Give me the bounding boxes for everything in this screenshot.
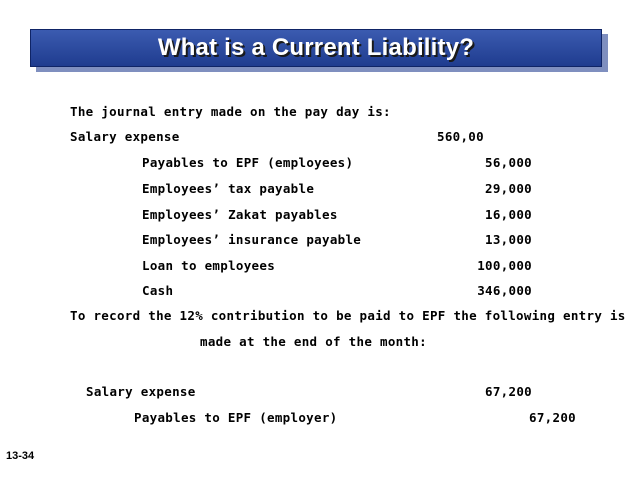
entry-amount: 16,000 <box>485 207 532 222</box>
title-bar <box>30 29 602 67</box>
entry-account: Loan to employees <box>142 258 276 273</box>
entry-account: Employees’ Zakat payables <box>142 207 338 222</box>
entry-account: Payables to EPF (employees) <box>142 155 354 170</box>
entry-account: Cash <box>142 283 174 298</box>
entry-amount: 13,000 <box>485 232 532 247</box>
entry-account: Employees’ tax payable <box>142 181 315 196</box>
note-line-1: To record the 12% contribution to be paid to EPF the following entry is <box>70 308 626 323</box>
intro-text: The journal entry made on the pay day is: <box>70 104 391 119</box>
entry2-amount: 67,200 <box>485 384 532 399</box>
entry-amount: 346,000 <box>477 283 532 298</box>
note-line-2: made at the end of the month: <box>200 334 427 349</box>
slide-number: 13-34 <box>6 450 35 462</box>
entry-amount: 29,000 <box>485 181 532 196</box>
entry-account: Salary expense <box>70 129 180 144</box>
entry-amount: 560,00 <box>437 129 484 144</box>
entry2-account: Salary expense <box>86 384 196 399</box>
entry2-account: Payables to EPF (employer) <box>134 410 338 425</box>
entry-amount: 56,000 <box>485 155 532 170</box>
entry2-amount: 67,200 <box>529 410 576 425</box>
entry-account: Employees’ insurance payable <box>142 232 362 247</box>
entry-amount: 100,000 <box>477 258 532 273</box>
slide-title: What is a Current Liability? <box>157 34 475 61</box>
